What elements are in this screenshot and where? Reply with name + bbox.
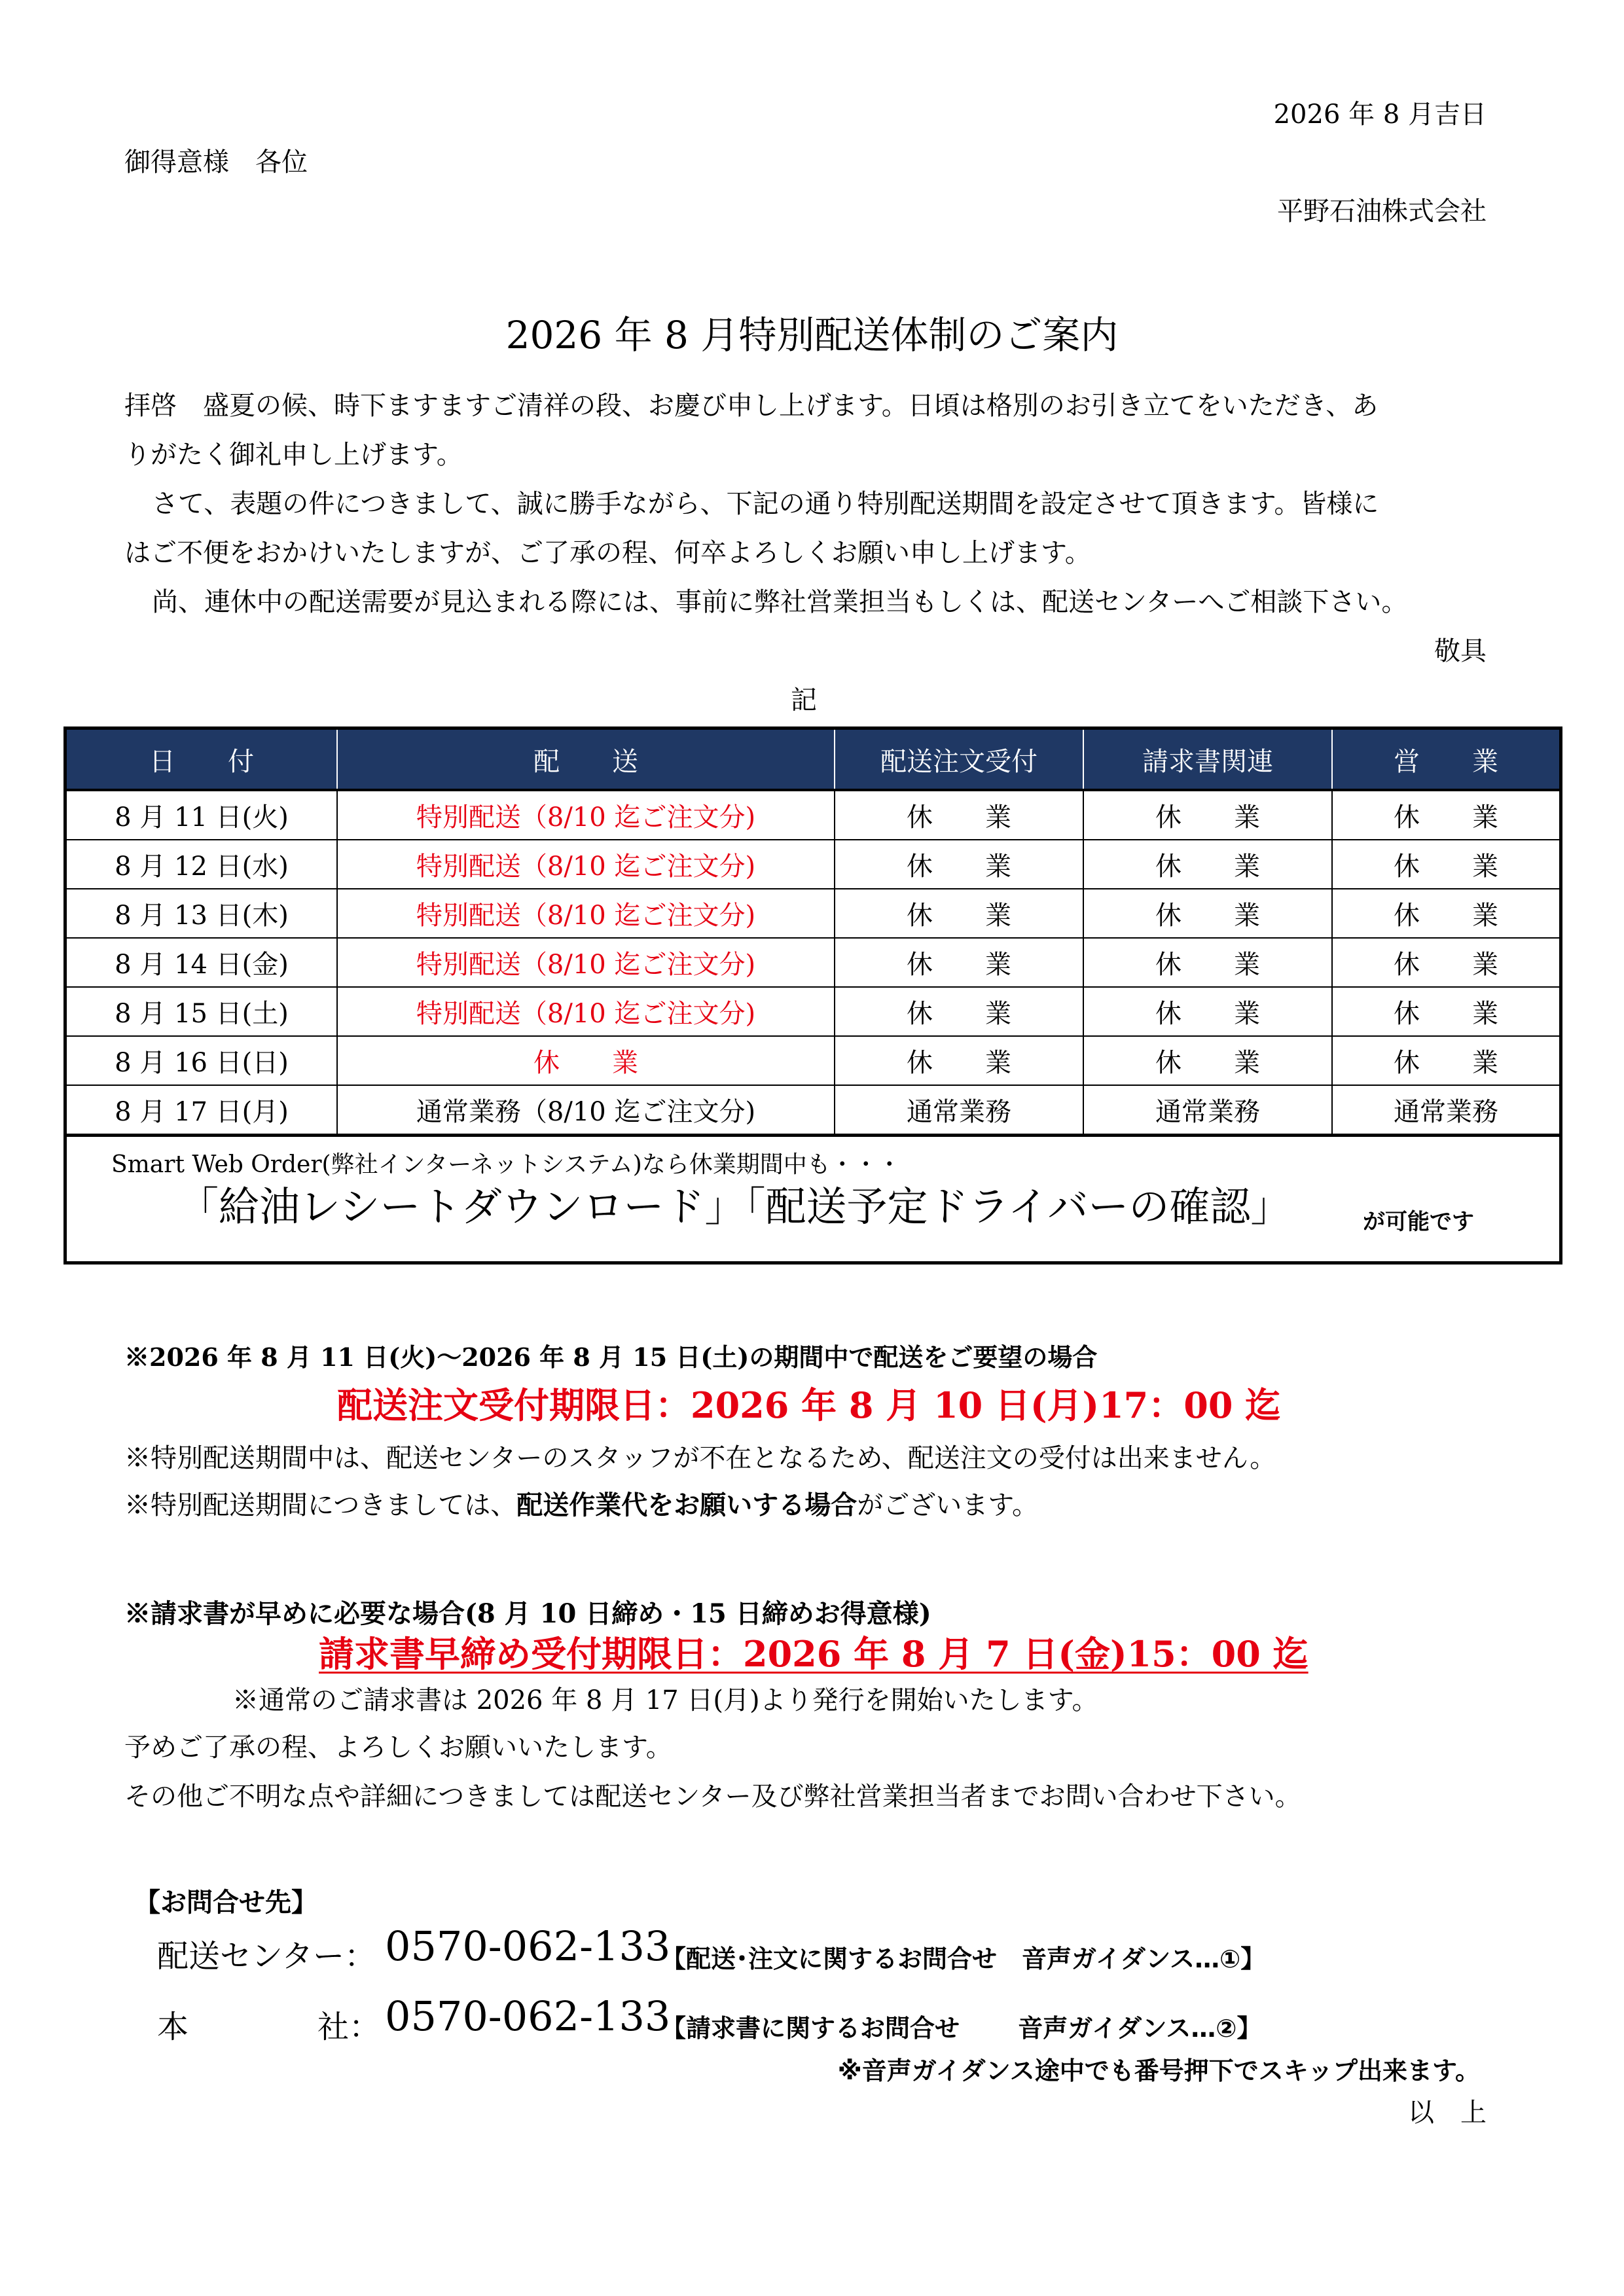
cell-date: 8 月 15 日(土) [67,987,337,1036]
cell-invoice: 休 業 [1083,938,1332,987]
table-row [67,987,1559,1036]
cell-delivery: 特別配送（8/10 迄ご注文分) [337,790,835,840]
cell-date: 8 月 17 日(月) [67,1085,337,1134]
cell-order: 休 業 [835,889,1083,938]
end-marker: 以 上 [1408,2098,1487,2128]
table-footer [67,1135,1559,1261]
body-line-1: 拝啓 盛夏の候、時下ますますご清祥の段、お慶び申し上げます。日頃は格別のお引き立てをいただき、あ [124,391,1379,421]
cell-order: 休 業 [835,938,1083,987]
company-name: 平野石油株式会社 [1277,196,1487,226]
cell-order: 休 業 [835,1036,1083,1085]
cell-date: 8 月 14 日(金) [67,938,337,987]
col-header-invoice: 請求書関連 [1083,730,1332,790]
body-line-3: さて、表題の件につきまして、誠に勝手ながら、下記の通り特別配送期間を設定させて頂きます。皆様に [152,489,1379,519]
center-desc: 【配送･注文に関するお問合せ 音声ガイダンス…①】 [661,1945,1266,1973]
swo-note: Smart Web Order(弊社インターネットシステム)なら休業期間中も・・・ [111,1151,901,1178]
cell-invoice: 通常業務 [1083,1085,1332,1134]
table-row [67,1085,1559,1134]
notice1-note2-c: がございます。 [857,1490,1039,1520]
swo-suffix: が可能です [1363,1209,1474,1235]
cell-order: 休 業 [835,987,1083,1036]
cell-invoice: 休 業 [1083,790,1332,840]
cell-delivery: 特別配送（8/10 迄ご注文分) [337,938,835,987]
issue-date: 2026 年 8 月吉日 [1273,99,1487,130]
col-header-delivery: 配 送 [337,730,835,790]
cell-invoice: 休 業 [1083,889,1332,938]
notice1-note1: ※特別配送期間中は、配送センターのスタッフが不在となるため、配送注文の受付は出来ません。 [124,1443,1276,1473]
notice2-note3: その他ご不明な点や詳細につきましては配送センター及び弊社営業担当者までお問い合わせ下さい。 [124,1782,1301,1812]
cell-invoice: 休 業 [1083,987,1332,1036]
cell-order: 休 業 [835,790,1083,840]
cell-date: 8 月 16 日(日) [67,1036,337,1085]
contact-heading: 【お問合せ先】 [134,1887,317,1918]
cell-date: 8 月 12 日(水) [67,840,337,889]
table-row [67,889,1559,938]
cell-order: 休 業 [835,840,1083,889]
table-header-row [67,730,1559,790]
cell-delivery: 休 業 [337,1036,835,1085]
cell-business: 休 業 [1332,889,1559,938]
table-row [67,938,1559,987]
hq-label-b: 社： [317,2009,381,2045]
center-label: 配送センター： [157,1938,376,1975]
body-line-5: 尚、連休中の配送需要が見込まれる際には、事前に弊社営業担当もしくは、配送センターへご相談下さい。 [152,587,1408,617]
notice1-note2 [124,1492,1038,1518]
notice2-note1: ※通常のご請求書は 2026 年 8 月 17 日(月)より発行を開始いたします。 [232,1685,1098,1715]
cell-delivery: 通常業務（8/10 迄ご注文分) [337,1085,835,1134]
cell-business: 休 業 [1332,1036,1559,1085]
cell-order: 通常業務 [835,1085,1083,1134]
col-header-date: 日 付 [67,730,337,790]
notice2-note2: 予めご了承の程、よろしくお願いいたします。 [124,1732,672,1763]
cell-business: 通常業務 [1332,1085,1559,1134]
cell-business: 休 業 [1332,790,1559,840]
cell-business: 休 業 [1332,987,1559,1036]
center-phone: 0570-062-133 [385,1922,671,1970]
hq-desc: 【請求書に関するお問合せ 音声ガイダンス…②】 [661,2014,1262,2043]
col-header-order: 配送注文受付 [835,730,1083,790]
order-deadline: 配送注文受付期限日：2026 年 8 月 10 日(月)17：00 迄 [337,1384,1281,1426]
cell-date: 8 月 13 日(木) [67,889,337,938]
table-row [67,790,1559,840]
closing-keigu: 敬具 [1434,636,1487,666]
cell-date: 8 月 11 日(火) [67,790,337,840]
swo-features: 「給油レシートダウンロード」「配送予定ドライバーの確認」 [178,1183,1291,1230]
col-header-business: 営 業 [1332,730,1559,790]
notice2-heading: ※請求書が早めに必要な場合(8 月 10 日締め・15 日締めお得意様) [124,1598,931,1629]
recipient: 御得意様 各位 [124,147,308,177]
hq-label-a: 本 [157,2009,189,2045]
body-line-2: りがたく御礼申し上げます。 [124,440,463,470]
cell-business: 休 業 [1332,938,1559,987]
cell-invoice: 休 業 [1083,840,1332,889]
schedule-table [63,726,1562,1265]
cell-delivery: 特別配送（8/10 迄ご注文分) [337,889,835,938]
hq-phone: 0570-062-133 [385,1992,671,2040]
cell-business: 休 業 [1332,840,1559,889]
notice1-note2-a: ※特別配送期間につきましては、 [124,1490,517,1520]
invoice-deadline: 請求書早締め受付期限日：2026 年 8 月 7 日(金)15：00 迄 [319,1633,1308,1675]
page-title: 2026 年 8 月特別配送体制のご案内 [505,313,1119,357]
notice1-note2-emphasis: 配送作業代をお願いする場合 [516,1490,857,1520]
body-line-4: はご不便をおかけいたしますが、ご了承の程、何卒よろしくお願い申し上げます。 [124,538,1091,568]
skip-note: ※音声ガイダンス途中でも番号押下でスキップ出来ます。 [837,2056,1480,2085]
table-row [67,1036,1559,1085]
notice1-heading: ※2026 年 8 月 11 日(火)～2026 年 8 月 15 日(土)の期間中で配送をご要望の場合 [124,1342,1098,1372]
cell-delivery: 特別配送（8/10 迄ご注文分) [337,840,835,889]
ki-marker: 記 [791,685,817,715]
cell-invoice: 休 業 [1083,1036,1332,1085]
cell-delivery: 特別配送（8/10 迄ご注文分) [337,987,835,1036]
table-row [67,840,1559,889]
